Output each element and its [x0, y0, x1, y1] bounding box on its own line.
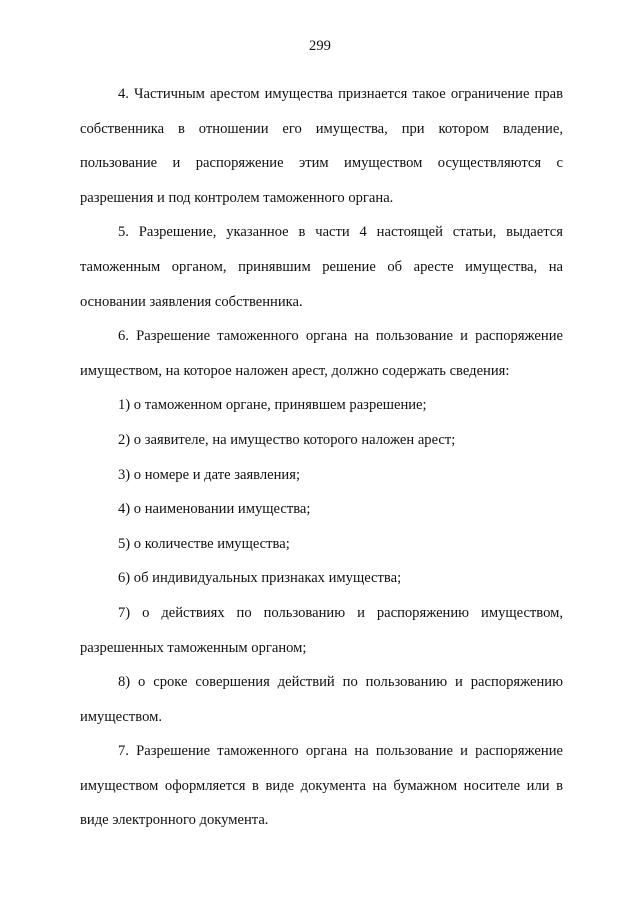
paragraph-4-partial-arrest: 4. Частичным арестом имущества признается такое ограничение прав собственника в отношении его имущества, при котором владение, пользование и распоряжение этим имуществом осуществляются с разрешения и под контролем таможенного органа.	[80, 86, 563, 206]
list-item-2: 2) о заявителе, на имущество которого наложен арест;	[118, 431, 456, 448]
list-item-4: 4) о наименовании имущества;	[118, 501, 311, 518]
paragraph-6-permission-content: 6. Разрешение таможенного органа на пользование и распоряжение имуществом, на которое наложен арест, должно содержать сведения:	[80, 328, 563, 379]
list-item-5: 5) о количестве имущества;	[118, 535, 290, 552]
list-item-3: 3) о номере и дате заявления;	[118, 466, 301, 483]
list-item-8: 8) о сроке совершения действий по пользованию и распоряжению имуществом.	[80, 674, 563, 725]
page-number: 299	[309, 38, 331, 54]
list-item-7: 7) о действиях по пользованию и распоряжению имуществом, разрешенных таможенным органом;	[80, 604, 563, 656]
document-body	[80, 77, 563, 838]
paragraph-7-document-form: 7. Разрешение таможенного органа на пользование и распоряжение имуществом оформляется в виде документа на бумажном носителе или в виде электронного документа.	[80, 743, 563, 829]
list-item-6: 6) об индивидуальных признаках имущества;	[118, 570, 402, 587]
list-item-1: 1) о таможенном органе, принявшем разрешение;	[118, 397, 427, 414]
paragraph-5-permission: 5. Разрешение, указанное в части 4 настоящей статьи, выдается таможенным органом, принявшим решение об аресте имущества, на основании заявления собственника.	[80, 224, 563, 310]
